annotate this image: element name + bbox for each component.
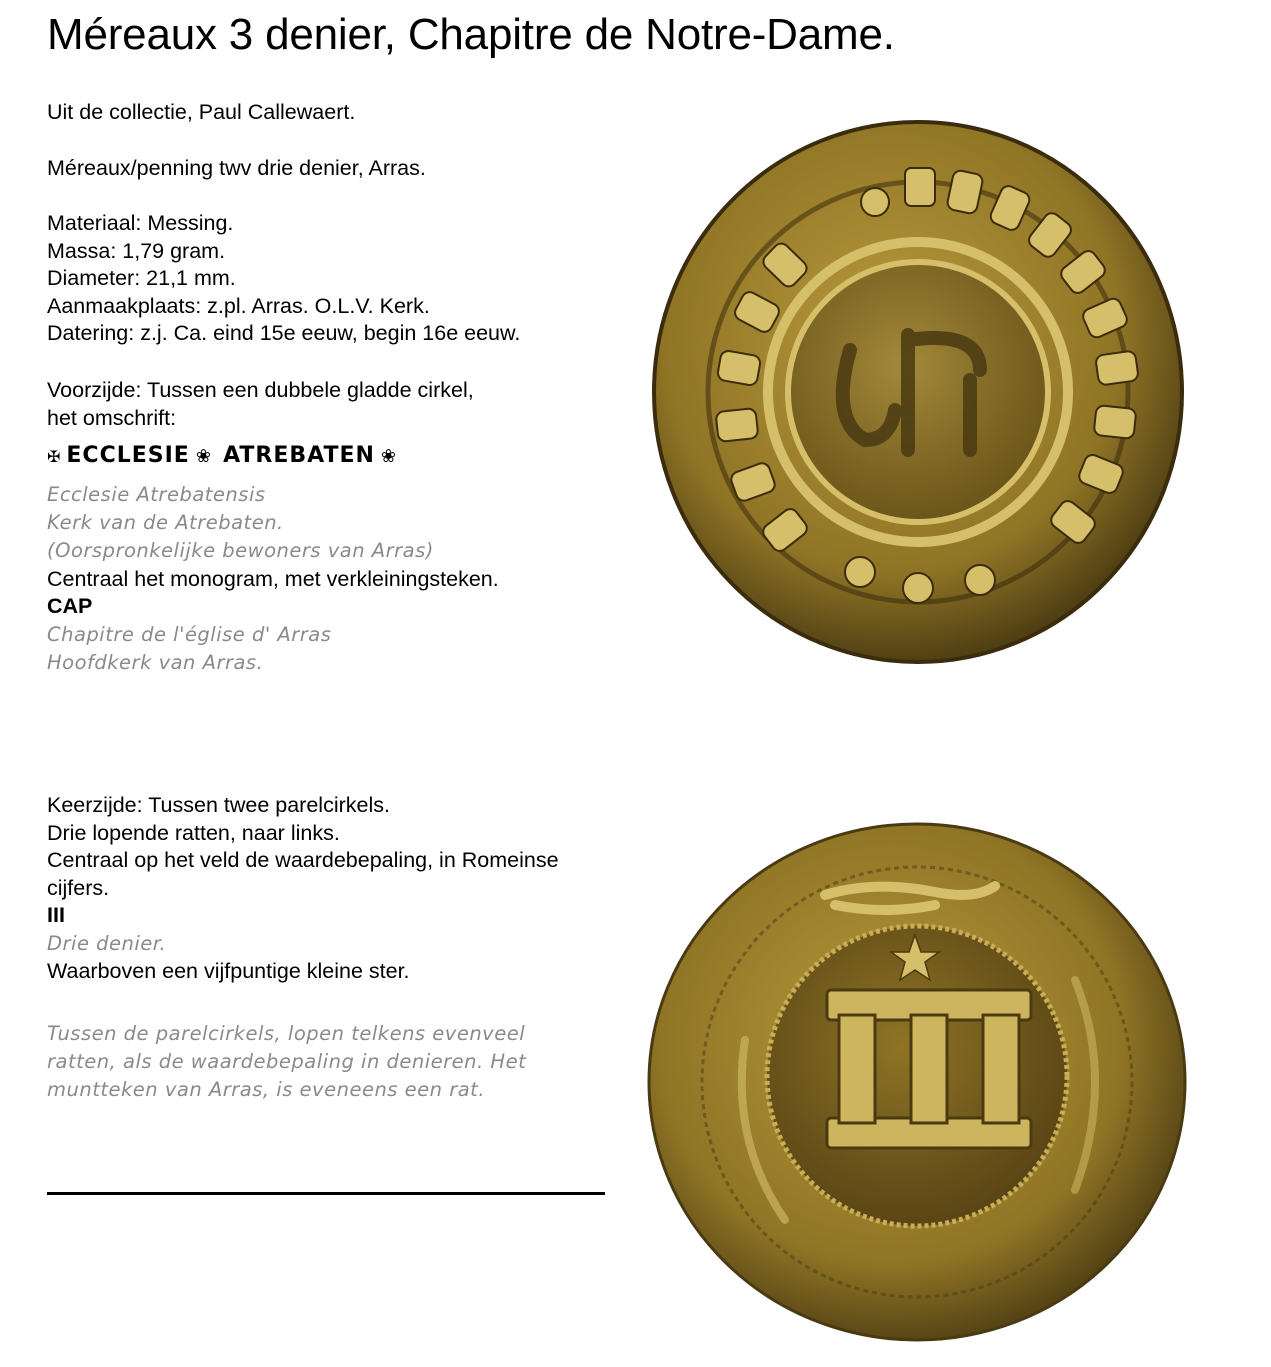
reverse-note	[47, 1020, 526, 1105]
value-label: III	[47, 903, 65, 927]
spec-diameter: Diameter: 21,1 mm.	[47, 266, 236, 290]
description-text: Méreaux/penning twv drie denier, Arras.	[47, 156, 426, 180]
obverse-intro	[47, 377, 474, 432]
spec-mint-place: Aanmaakplaats: z.pl. Arras. O.L.V. Kerk.	[47, 293, 430, 318]
translation-line: (Oorspronkelijke bewoners van Arras)	[47, 539, 434, 563]
obverse-coin-image	[650, 120, 1190, 668]
value-meaning: Drie denier.	[47, 931, 167, 955]
reverse-line: cijfers.	[47, 875, 110, 900]
specs-block	[47, 210, 520, 348]
note-line: muntteken van Arras, is eveneens een rat.	[47, 1078, 486, 1102]
obverse-legend	[47, 442, 402, 468]
reverse-line: Drie lopende ratten, naar links.	[47, 820, 340, 845]
divider-line	[47, 1192, 605, 1195]
star-description: Waarboven een vijfpuntige kleine ster.	[47, 958, 410, 983]
monogram-meaning: Hoofdkerk van Arras.	[47, 650, 264, 674]
spec-dating: Datering: z.j. Ca. eind 15e eeuw, begin 16e eeuw.	[47, 321, 521, 345]
reverse-line: Keerzijde: Tussen twee parelcirkels.	[47, 793, 390, 817]
collection-text: Uit de collectie, Paul Callewaert.	[47, 100, 356, 124]
reverse-line: Centraal op het veld de waardebepaling, in Romeinse	[47, 848, 559, 872]
legend-word: ATREBATEN	[223, 443, 375, 468]
spec-material: Materiaal: Messing.	[47, 211, 234, 235]
spec-mass: Massa: 1,79 gram.	[47, 238, 226, 263]
obverse-details	[47, 481, 499, 677]
obverse-intro-line: Voorzijde: Tussen een dubbele gladde cirkel,	[47, 378, 474, 402]
rosette-icon: ❀	[380, 446, 396, 466]
page-title: Méreaux 3 denier, Chapitre de Notre-Dame.	[47, 10, 895, 59]
cross-icon: ✠	[47, 449, 61, 466]
reverse-coin-image	[635, 800, 1195, 1348]
translation-line: Ecclesie Atrebatensis	[47, 483, 266, 506]
obverse-intro-line: het omschrift:	[47, 405, 177, 430]
legend-word: ECCLESIE	[66, 443, 190, 468]
rosette-icon: ❀	[195, 446, 211, 466]
monogram-meaning: Chapitre de l'église d' Arras	[47, 622, 332, 646]
reverse-details	[47, 792, 559, 985]
note-line: Tussen de parelcirkels, lopen telkens evenveel	[47, 1022, 526, 1045]
note-line: ratten, als de waardebepaling in denieren. Het	[47, 1050, 527, 1074]
translation-line: Kerk van de Atrebaten.	[47, 511, 284, 535]
monogram-label: CAP	[47, 594, 93, 619]
monogram-description: Centraal het monogram, met verkleiningsteken.	[47, 566, 499, 591]
